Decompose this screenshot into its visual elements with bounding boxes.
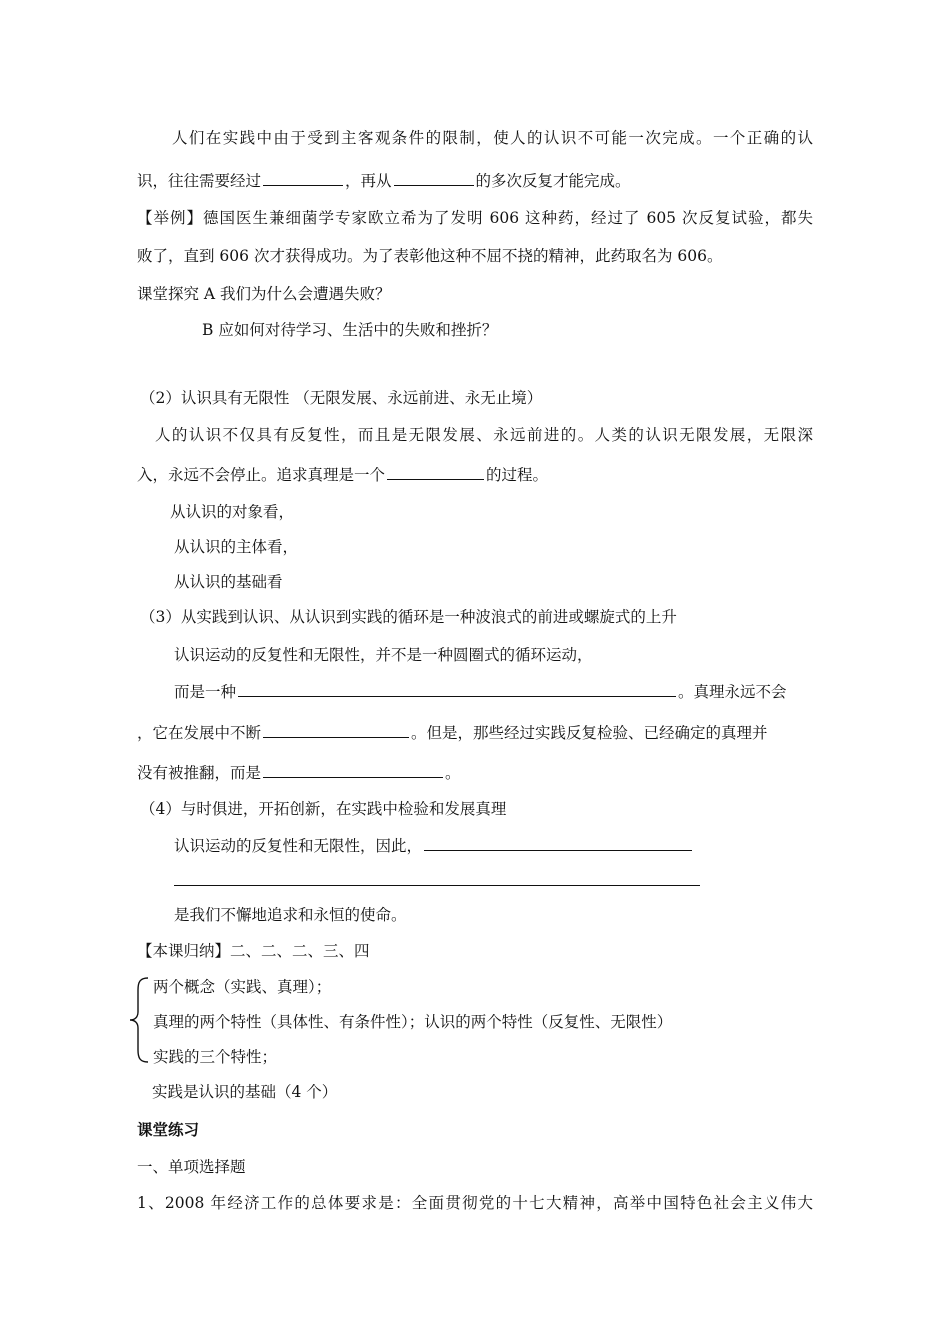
practice-title: 课堂练习 <box>137 1120 200 1139</box>
section-3-line3: ，它在发展中不断 。但是，那些经过实践反复检验、已经确定的真理并 <box>137 724 768 742</box>
section-4-line2 <box>174 870 700 891</box>
fill-blank-5[interactable] <box>263 722 409 738</box>
para-repetition-line1: 人们在实践中由于受到主客观条件的限制，使人的认识不可能一次完成。一个正确的认 <box>172 129 813 147</box>
view-object: 从认识的对象看， <box>170 503 295 521</box>
explore-question-b: B 应如何对待学习、生活中的失败和挫折？ <box>202 321 498 339</box>
section-2-heading: （2）认识具有无限性 （无限发展、永远前进、永无止境） <box>140 389 543 407</box>
section-4-heading: （4）与时俱进，开拓创新，在实践中检验和发展真理 <box>140 800 507 818</box>
view-subject: 从认识的主体看， <box>174 538 299 556</box>
fill-blank-8[interactable] <box>174 870 700 886</box>
fill-blank-6[interactable] <box>263 762 443 778</box>
example-line2: 败了，直到 606 次才获得成功。为了表彰他这种不屈不挠的精神，此药取名为 606。 <box>137 247 723 265</box>
section-3-line1: 认识运动的反复性和无限性，并不是一种圆圈式的循环运动， <box>174 646 593 664</box>
explore-question-a: 课堂探究 A 我们为什么会遭遇失败？ <box>137 285 391 303</box>
fill-blank-1[interactable] <box>263 170 343 186</box>
fill-blank-2[interactable] <box>394 170 474 186</box>
section-4-line3: 是我们不懈地追求和永恒的使命。 <box>174 906 407 924</box>
section-3-line2: 而是一种 。真理永远不会 <box>174 683 787 701</box>
fill-blank-4[interactable] <box>238 681 676 697</box>
summary-item-3: 实践的三个特性； <box>153 1048 278 1066</box>
example-line1: 【举例】德国医生兼细菌学专家欧立希为了发明 606 这种药，经过了 605 次反复试验，都失 <box>137 209 813 227</box>
section-4-line1: 认识运动的反复性和无限性，因此， <box>174 835 694 856</box>
summary-title: 【本课归纳】二、二、二、三、四 <box>137 942 370 960</box>
section-3-line4: 没有被推翻，而是 。 <box>137 764 461 782</box>
section-3-heading: （3）从实践到认识、从认识到实践的循环是一种波浪式的前进或螺旋式的上升 <box>140 608 677 626</box>
practice-subtitle: 一、单项选择题 <box>137 1158 246 1176</box>
summary-item-1: 两个概念（实践、真理）； <box>153 978 332 996</box>
para-repetition-line2: 识，往往需要经过 ，再从 的多次反复才能完成。 <box>137 172 631 190</box>
fill-blank-3[interactable] <box>387 464 484 480</box>
summary-item-4: 实践是认识的基础（4 个） <box>152 1083 338 1101</box>
section-2-para-line1: 人的认识不仅具有反复性，而且是无限发展、永远前进的。人类的认识无限发展，无限深 <box>155 426 813 444</box>
summary-item-2: 真理的两个特性（具体性、有条件性）；认识的两个特性（反复性、无限性） <box>153 1013 673 1031</box>
section-2-para-line2: 入，永远不会停止。追求真理是一个 的过程。 <box>137 466 549 484</box>
view-basis: 从认识的基础看 <box>174 573 283 591</box>
curly-brace-icon <box>128 976 150 1064</box>
question-1: 1、2008 年经济工作的总体要求是：全面贯彻党的十七大精神，高举中国特色社会主义伟大 <box>137 1194 813 1212</box>
fill-blank-7[interactable] <box>424 835 692 851</box>
